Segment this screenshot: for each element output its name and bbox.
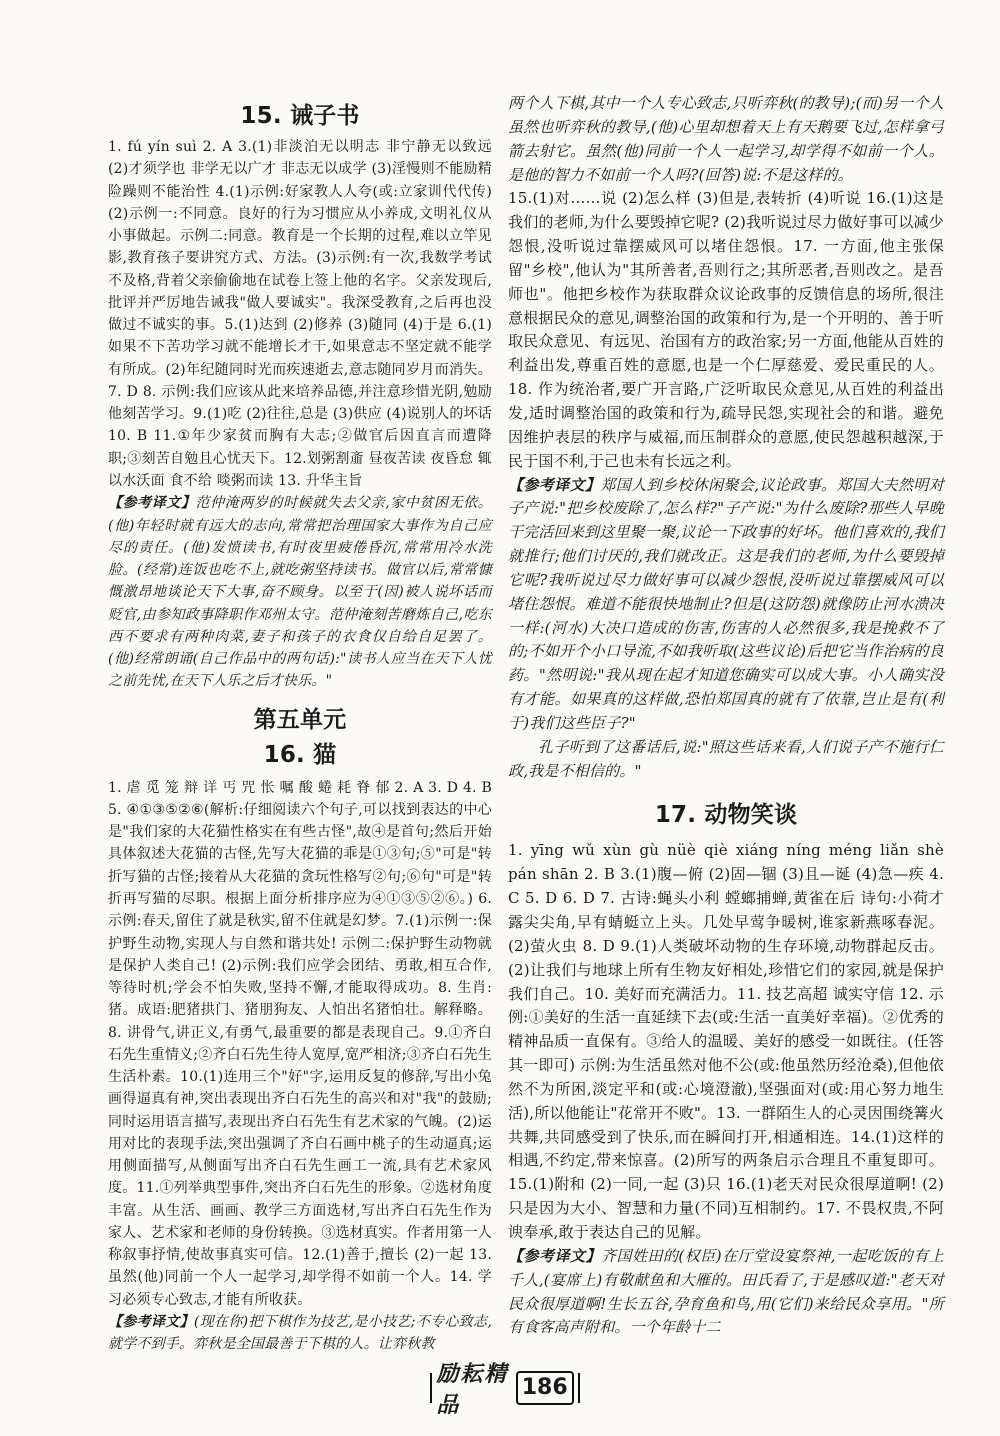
- reference-tag: 【参考译文】: [508, 475, 601, 494]
- reference-text: 范仲淹两岁的时候就失去父亲,家中贫困无依。(他)年轻时就有远大的志向,常常把治理国家大事作为自己应尽的责任。(他)发愤读书,有时夜里疲倦昏沉,常常用冷水洗脸。(经常)连饭也吃不上,就吃粥坚持读书。做官以后,常常慷慨激昂地谈论天下大事,奋不顾身。以至于(因)被人说坏话而贬官,由参知政事降职作邓州太守。范仲淹刻苦磨炼自己,吃东西不要求有两种肉菜,妻子和孩子的衣食仅自给自足罢了。(他)经常朗诵(自己作品中的两句话):"读书人应当在天下人忧之前先忧,在天下人乐之后才快乐。": [108, 495, 492, 690]
- reference-tag: 【参考译文】: [508, 1246, 601, 1265]
- right-column: [508, 92, 944, 1340]
- reference-tag: 【参考译文】: [108, 1314, 194, 1331]
- reference-text: 郑国人到乡校休闲聚会,议论政事。郑国大夫然明对子产说:"把乡校废除了,怎么样?"子产说:"为什么废除?那些人早晚干完活回来到这里聚一聚,议论一下政事的好坏。他们喜欢的,我们就推行;他们讨厌的,我们就改正。这是我们的老师,为什么要毁掉它呢?我听说过尽力做好事可以减少怨恨,没听说过靠摆威风可以堵住怨恨。难道不能很快地制止?但是(这防怨)就像防止河水溃决一样:(河水)大决口造成的伤害,伤害的人必然很多,我是挽救不了的;不如开个小口导流,不如我听取(这些议论)后把它当作治病的良药。"然明说:"我从现在起才知道您确实可以成大事。小人确实没有才能。如果真的这样做,恐怕郑国真的就有了依靠,岂止是有(利于)我们这些臣子?": [508, 475, 945, 732]
- reference-text: 齐国姓田的(权臣)在厅堂设宴祭神,一起吃饭的有上千人,(宴席上)有敬献鱼和大雁的。田氏看了,于是感叹道:"老天对民众很厚道啊!生长五谷,孕育鱼和鸟,用(它们)来给民众享用。"所有食客高声附和。一个年龄十二: [508, 1246, 944, 1337]
- reference-text: (现在你)把下棋作为技艺,是小技艺;不专心致志,就学不到手。弈秋是全国最善于下棋的人。让弈秋教: [108, 1314, 493, 1353]
- left-column: [108, 96, 492, 1356]
- page-footer: [430, 1362, 580, 1418]
- confucius-comment: 孔子听到了这番话后,说:"照这些话来看,人们说子产不施行仁政,我是不相信的。": [508, 737, 944, 780]
- section-15-title: 15. 诫子书: [240, 103, 360, 129]
- section-17-title: 17. 动物笑谈: [654, 802, 798, 829]
- unit-5-title: 第五单元: [253, 706, 347, 733]
- section-15-extra-answers: 15.(1)对……说 (2)怎么样 (3)但是,表转折 (4)听说 16.(1)这是我们的老师,为什么要毁掉它呢? (2)我听说过尽力做好事可以减少怨恨,没听说过靠摆威风可以堵住怨恨。17. 一方面,他主张保留"乡校",他认为"其所善者,吾则行之;其所恶者,吾则改之。是吾师也"。他把乡校作为获取群众议论政事的反馈信息的场所,很注意根据民众的意见,调整治国的政策和行为,是一个开明的、善于听取民众意见、有远见、治国有方的政治家;另一方面,他能从百姓的利益出发,尊重百姓的意愿,也是一个仁厚慈爱、爱民重民的人。18. 作为统治者,要广开言路,广泛听取民众意见,从百姓的利益出发,适时调整治国的政策和行为,疏导民怨,实现社会的和谐。避免因维护表层的秩序与威福,而压制群众的意愿,使民怨越积越深,于民于国不利,于己也未有长远之利。: [508, 189, 944, 470]
- brand-logo: 励耘精品: [436, 1362, 509, 1418]
- footer-bar-left: [430, 1373, 432, 1403]
- reference-tag: 【参考译文】: [108, 495, 196, 512]
- page-number: 186: [516, 1371, 574, 1405]
- continued-translation: 两个人下棋,其中一个人专心致志,只听弈秋(的教导);(而)另一个人虽然也听弈秋的教导,(他)心里却想着天上有天鹅要飞过,怎样拿弓箭去射它。虽然(他)同前一个人一起学习,却学得不如前一个人。是他的智力不如前一个人吗?(回答)说:不是这样的。: [508, 94, 944, 184]
- reference-translation-2: [508, 1245, 944, 1340]
- section-15-answers: 1. fú yín suì 2. A 3.(1)非淡泊无以明志 非宁静无以致远 (2)才须学也 非学无以广才 非志无以成学 (3)淫慢则不能励精 险躁则不能治性 4.(1)示例:好家教人人夸(或:立家训代代传) (2)示例一:不同意。良好的行为习惯应从小养成,文明礼仪从小事做起。示例二:同意。教育是一个长期的过程,难以立竿见影,教育孩子要讲究方式、方法。(3)示例:有一次,我数学考试不及格,背着父亲偷偷地在试卷上签上他的名字。父亲发现后,批评并严厉地告诫我"做人要诚实"。我深受教育,之后再也没做过不诚实的事。5.(1)达到 (2)修养 (3)随同 (4)于是 6.(1)如果不下苦功学习就不能增长才干,如果意志不坚定就不能学有所成。(2)年纪随同时光而疾速逝去,意志随同岁月而消失。7. D 8. 示例:我们应该从此来培养品德,并注意珍惜光阴,勉励他刻苦学习。9.(1)吃 (2)往往,总是 (3)供应 (4)说别人的坏话 10. B 11.①年少家贫而胸有大志;②做官后因直言而遭降职;③刻苦自勉且心忧天下。12.划粥割齑 昼夜苦读 夜昏怠 辄以水沃面 食不给 啖粥而读 13. 升华主旨: [108, 139, 492, 489]
- footer-bar-right: [578, 1373, 580, 1403]
- section-16-title: 16. 猫: [263, 741, 337, 768]
- section-15-reference: [108, 492, 492, 692]
- section-16-answers: 1. 虐 觅 笼 辩 详 丐 咒 怅 嘱 酸 蜷 耗 脊 郁 2. A 3. D 4. B 5. ④①③⑤②⑥(解析:仔细阅读六个句子,可以找到表达的中心是"我们家的大花猫性格实在有些古怪",故④是首句;然后开始具体叙述大花猫的古怪,先写大花猫的乖是①③句;⑤"可是"转折写猫的古怪;接着从大花猫的贪玩性格写②句;⑥句"可是"转折再写猫的尽职。根据上面分析排序应为④①③⑤②⑥。) 6. 示例:春天,留住了就是秋实,留不住就是幻梦。7.(1)示例一:保护野生动物,实现人与自然和谐共处! 示例二:保护野生动物就是保护人类自己! (2)示例:我们应学会团结、勇敢,相互合作,等待时机;学会不怕失败,坚持不懈,才能取得成功。8. 生肖:猪。成语:肥猪拱门、猪朋狗友、人怕出名猪怕壮。解释略。8. 讲骨气,讲正义,有勇气,最重要的都是表现自己。9.①齐白石先生重情义;②齐白石先生待人宽厚,宽严相济;③齐白石先生生活朴素。10.(1)连用三个"好"字,运用反复的修辞,写出小兔画得逼真有神,突出表现出齐白石先生的高兴和对"我"的鼓励;同时运用语言描写,表现出齐白石先生有艺术家的气魄。(2)运用对比的表现手法,突出强调了齐白石画中桃子的生动逼真;运用侧面描写,从侧面写出齐白石先生画工一流,具有艺术家风度。11.①列举典型事件,突出齐白石先生的形象。②选材角度丰富。从生活、画画、教学三方面选材,写出齐白石先生作为家人、艺术家和老师的身份转换。③选材真实。作者用第一人称叙事抒情,使故事真实可信。12.(1)善于,擅长 (2)一起 13. 虽然(他)同前一个人一起学习,却学得不如前一个人。14. 学习必须专心致志,才能有所收获。: [108, 779, 492, 1308]
- section-17-answers: 1. yīng wǔ xùn gù nüè qiè xiáng níng méng liǎn shè pán shān 2. B 3.(1)腹—俯 (2)固—锢 (3)且—诞 (4)急—疾 4. C 5. D 6. D 7. 古诗:蝇头小利 螳螂捕蝉,黄雀在后 诗句:小荷才露尖尖角,早有蜻蜓立上头。几处早莺争暖树,谁家新燕啄春泥。(2)萤火虫 8. D 9.(1)人类破坏动物的生存环境,动物群起反击。(2)让我们与地球上所有生物友好相处,珍惜它们的家园,就是保护我们自己。10. 美好而充满活力。11. 技艺高超 诚实守信 12. 示例:①美好的生活一直延续下去(或:生活一直美好幸福)。②优秀的精神品质一直保有。③给人的温暖、美好的感受一如既往。(任答其一即可) 示例:为生活虽然对他不公(或:他虽然历经沧桑),但他依然不为所困,淡定平和(或:心境澄澈),坚强面对(或:用心努力地生活),所以他能让"花常开不败"。13. 一群陌生人的心灵因围绕篝火共舞,共同感受到了快乐,而在瞬间打开,相通相连。14.(1)这样的相遇,不约定,带来惊喜。(2)所写的两条启示合理且不重复即可。15.(1)附和 (2)一同,一起 (3)只 16.(1)老天对民众很厚道啊! (2)只是因为大小、智慧和力量(不同)互相制约。17. 不畏权贵,不阿谀奉承,敢于表达自己的见解。: [508, 841, 944, 1241]
- section-16-reference: [108, 1311, 492, 1356]
- reference-translation-1: [508, 474, 944, 736]
